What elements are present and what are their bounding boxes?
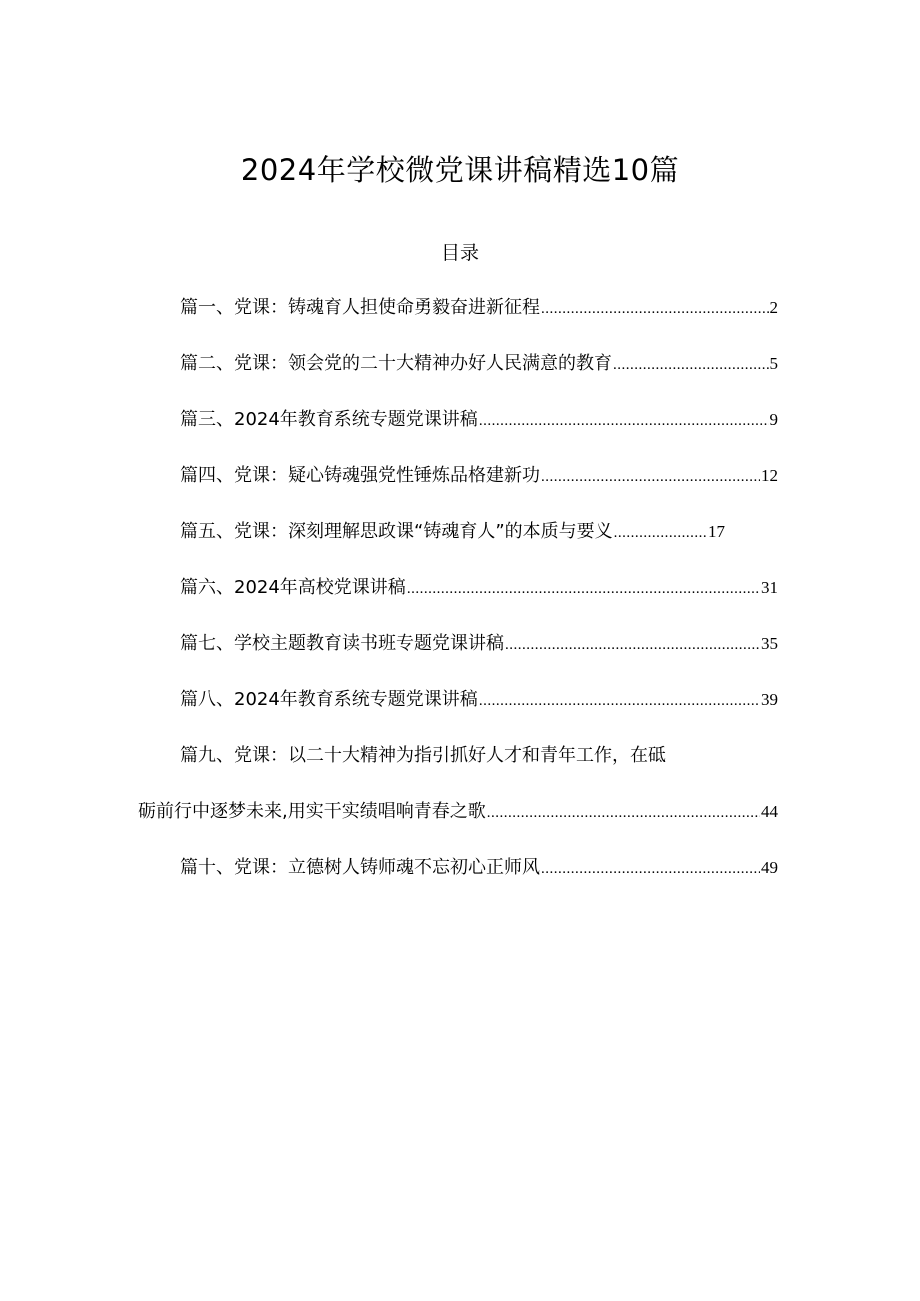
toc-page-number: 49 bbox=[761, 858, 778, 877]
toc-page-number: 17 bbox=[708, 522, 725, 541]
toc-dot-leader bbox=[487, 798, 760, 828]
toc-entry-label: 篇二、党课：领会党的二十大精神办好人民满意的教育 bbox=[180, 353, 612, 374]
toc-entry-label: 篇四、党课：疑心铸魂强党性锤炼品格建新功 bbox=[180, 465, 540, 486]
toc-page-number: 31 bbox=[761, 578, 778, 597]
toc-entry-label: 篇九、党课：以二十大精神为指引抓好人才和青年工作，在砥 bbox=[180, 745, 666, 766]
document-title: 2024年学校微党课讲稿精选10篇 bbox=[240, 153, 680, 187]
toc-page-number: 44 bbox=[761, 802, 778, 821]
toc-entry-label: 篇十、党课：立德树人铸师魂不忘初心正师风 bbox=[180, 857, 540, 878]
toc-page-number: 2 bbox=[769, 298, 778, 317]
toc-entry-label: 篇七、学校主题教育读书班专题党课讲稿 bbox=[180, 633, 504, 654]
toc-entry-7[interactable] bbox=[180, 629, 778, 659]
toc-entry-label: 篇三、2024年教育系统专题党课讲稿 bbox=[180, 409, 478, 430]
toc-dot-leader bbox=[479, 406, 769, 436]
toc-page-number: 5 bbox=[769, 354, 778, 373]
toc-entry-10[interactable] bbox=[180, 853, 778, 883]
toc-entry-label: 篇五、党课：深刻理解思政课“铸魂育人”的本质与要义 bbox=[180, 521, 613, 542]
toc-entry-3[interactable] bbox=[180, 405, 778, 435]
toc-entry-9-continued[interactable] bbox=[138, 797, 778, 827]
toc-entry-5[interactable] bbox=[180, 517, 725, 547]
toc-entry-label: 篇六、2024年高校党课讲稿 bbox=[180, 577, 406, 598]
toc-entry-2[interactable] bbox=[180, 349, 778, 379]
toc-dot-leader bbox=[479, 686, 760, 716]
toc-dot-leader bbox=[613, 350, 769, 380]
toc-dot-leader bbox=[541, 294, 769, 324]
toc-page-number: 12 bbox=[761, 466, 778, 485]
toc-entry-4[interactable] bbox=[180, 461, 778, 491]
toc-dot-leader bbox=[541, 462, 760, 492]
toc-dot-leader bbox=[541, 854, 760, 884]
toc-entry-1[interactable] bbox=[180, 293, 778, 323]
toc-page-number: 39 bbox=[761, 690, 778, 709]
toc-entry-9[interactable] bbox=[180, 741, 740, 771]
toc-dot-leader bbox=[614, 518, 707, 548]
toc-page-number: 35 bbox=[761, 634, 778, 653]
toc-heading: 目录 bbox=[440, 242, 479, 264]
toc-entry-label: 篇一、党课：铸魂育人担使命勇毅奋进新征程 bbox=[180, 297, 540, 318]
toc-dot-leader bbox=[407, 574, 760, 604]
toc-entry-label: 篇八、2024年教育系统专题党课讲稿 bbox=[180, 689, 478, 710]
toc-dot-leader bbox=[505, 630, 760, 660]
toc-entry-6[interactable] bbox=[180, 573, 778, 603]
toc-entry-label-continued: 砺前行中逐梦未来,用实干实绩唱响青春之歌 bbox=[138, 801, 486, 822]
toc-entry-8[interactable] bbox=[180, 685, 778, 715]
toc-page-number: 9 bbox=[769, 410, 778, 429]
